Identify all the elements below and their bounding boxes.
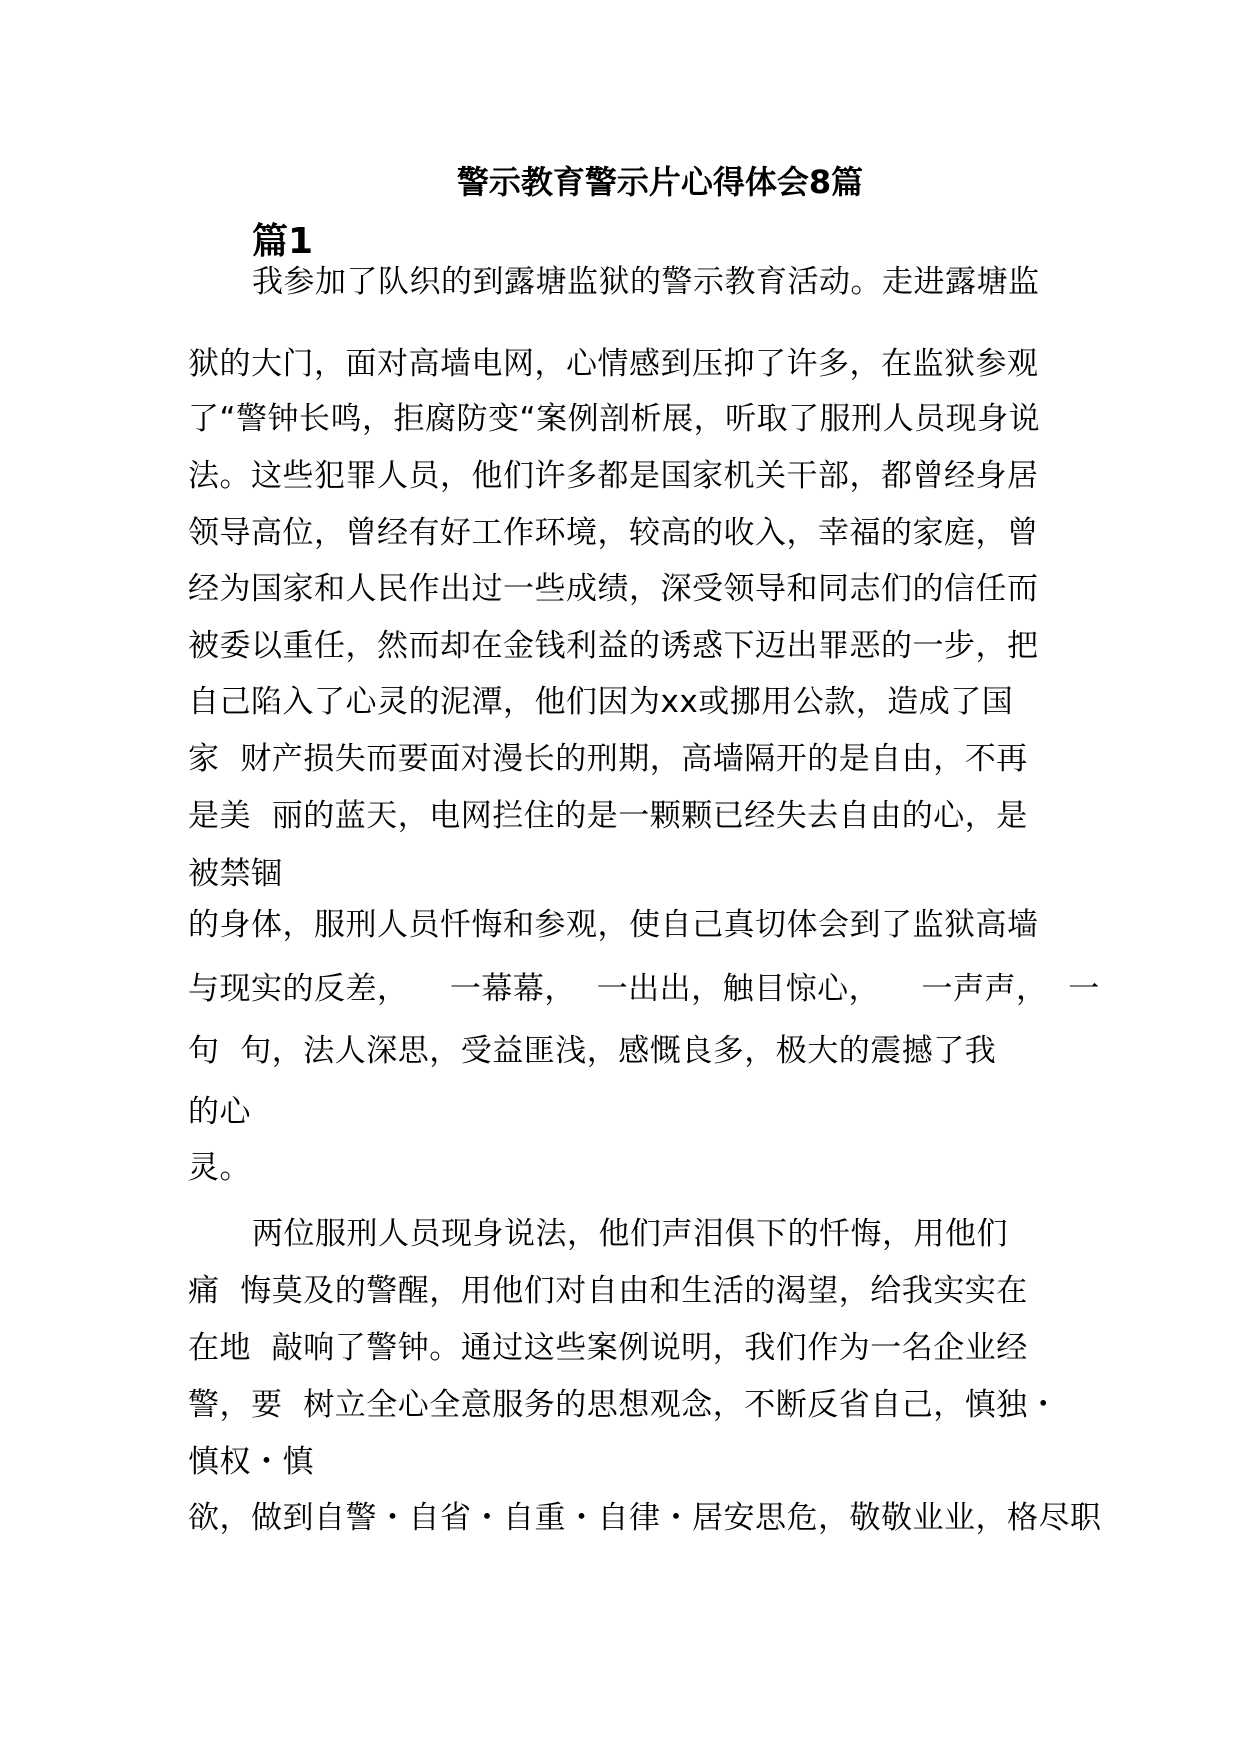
paragraph-line: 慎权・慎 (188, 1444, 314, 1480)
paragraph-line: 的心 (188, 1094, 251, 1130)
paragraph-line: 灵。 (188, 1150, 251, 1186)
paragraph-line: 法。这些犯罪人员，他们许多都是国家机关干部，都曾经身居 (188, 458, 1039, 494)
paragraph-line: 的身体，服刑人员忏悔和参观，使自己真切体会到了监狱高墙 (188, 907, 1039, 943)
paragraph-line: 家 财产损失而要面对漫长的刑期，高墙隔开的是自由，不再 (188, 741, 1028, 777)
paragraph-line: 我参加了队织的到露塘监狱的警示教育活动。走进露塘监 (252, 264, 1040, 300)
paragraph-line: 在地 敲响了警钟。通过这些案例说明，我们作为一名企业经 (188, 1330, 1028, 1366)
paragraph-line: 了“警钟长鸣，拒腐防变“案例剖析展，听取了服刑人员现身说 (188, 401, 1041, 437)
paragraph-line: 被委以重任，然而却在金钱利益的诱惑下迈出罪恶的一步，把 (188, 628, 1039, 664)
paragraph-line: 是美 丽的蓝天，电网拦住的是一颗颗已经失去自由的心，是 (188, 798, 1028, 834)
paragraph-line: 痛 悔莫及的警醒，用他们对自由和生活的渴望，给我实实在 (188, 1273, 1028, 1309)
paragraph-line: 警，要 树立全心全意服务的思想观念，不断反省自己，慎独・ (188, 1387, 1060, 1423)
document-title: 警示教育警示片心得体会8篇 (456, 163, 864, 201)
section-heading: 篇1 (252, 221, 314, 262)
paragraph-line: 被禁锢 (188, 856, 283, 892)
paragraph-line: 两位服刑人员现身说法，他们声泪俱下的忏悔，用他们 (252, 1216, 1008, 1252)
paragraph-line: 领导高位，曾经有好工作环境，较高的收入，幸福的家庭，曾 (188, 515, 1039, 551)
paragraph-line: 句 句，法人深思，受益匪浅，感慨良多，极大的震撼了我 (188, 1033, 997, 1069)
paragraph-line: 欲，做到自警・自省・自重・自律・居安思危，敬敬业业，格尽职 (188, 1500, 1102, 1536)
paragraph-line: 自己陷入了心灵的泥潭，他们因为xx或挪用公款，造成了国 (188, 684, 1014, 720)
paragraph-line: 与现实的反差， 一幕幕， 一出出，触目惊心， 一声声， 一 (188, 971, 1100, 1007)
paragraph-line: 经为国家和人民作出过一些成绩，深受领导和同志们的信任而 (188, 571, 1039, 607)
paragraph-line: 狱的大门，面对高墙电网，心情感到压抑了许多，在监狱参观 (188, 346, 1039, 382)
